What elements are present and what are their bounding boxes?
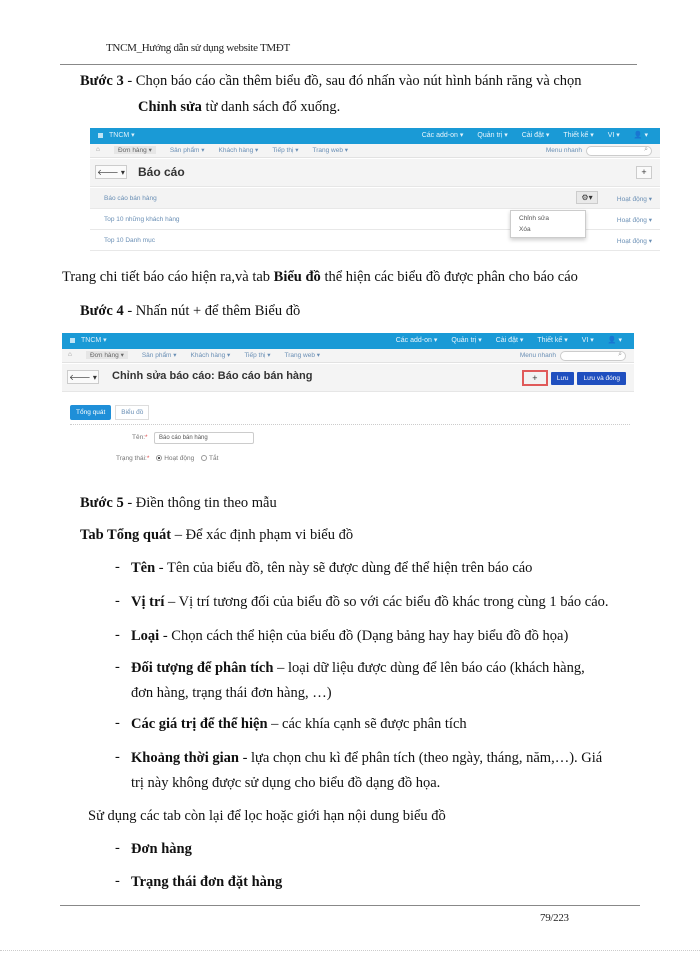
menu-icon — [98, 133, 103, 138]
nav-products[interactable]: Sản phẩm ▾ — [141, 352, 177, 359]
arrow-left-icon: 🡐 — [97, 168, 119, 177]
arrow-left-icon: 🡐 — [69, 373, 91, 382]
back-button[interactable] — [95, 165, 127, 179]
screenshot-edit-report — [62, 333, 634, 468]
tab-general-heading: Tab Tổng quát – Để xác định phạm vi biểu đồ — [80, 527, 354, 543]
save-button[interactable]: Lưu — [551, 372, 575, 385]
add-chart-button[interactable]: + — [522, 370, 548, 386]
top-navbar — [62, 333, 634, 349]
menu-settings[interactable]: Cài đặt ▾ — [521, 132, 550, 139]
menu-item-delete[interactable]: Xóa — [519, 226, 531, 233]
menu-design[interactable]: Thiết kế ▾ — [563, 132, 594, 139]
nav-products[interactable]: Sản phẩm ▾ — [169, 147, 205, 154]
step5-text: Bước 5 - Điền thông tin theo mẫu — [80, 495, 277, 511]
menu-item-edit[interactable]: Chỉnh sửa — [519, 215, 550, 222]
list-item: Vị trí – Vị trí tương đối của biểu đồ so với các biểu đồ khác trong cùng 1 báo cáo. — [131, 594, 609, 610]
nav-website[interactable]: Trang web ▾ — [284, 352, 321, 359]
document-header: TNCM_Hướng dẫn sử dụng website TMĐT — [106, 42, 290, 54]
header-divider — [60, 64, 637, 65]
radio-off[interactable] — [201, 455, 207, 461]
menu-language[interactable]: VI ▾ — [607, 132, 620, 139]
filter-tab-order-status: Trạng thái đơn đặt hàng — [131, 874, 283, 890]
home-icon[interactable]: ⌂ — [68, 351, 72, 358]
sub-navbar — [62, 349, 634, 363]
top-menu — [396, 336, 622, 344]
tabs — [70, 405, 149, 420]
nav-customers[interactable]: Khách hàng ▾ — [190, 352, 231, 359]
menu-design[interactable]: Thiết kế ▾ — [537, 337, 568, 344]
menu-addons[interactable]: Các add-on ▾ — [395, 337, 438, 344]
footer-divider — [60, 905, 640, 906]
top-navbar — [90, 128, 660, 144]
home-icon[interactable]: ⌂ — [96, 146, 100, 153]
tab-general[interactable]: Tổng quát — [70, 405, 111, 420]
step3-line1: Bước 3 - Chọn báo cáo cần thêm biểu đồ, sau đó nhấn vào nút hình bánh răng và chọn — [80, 73, 582, 89]
search-icon: ⌕ — [644, 146, 648, 153]
add-button[interactable]: + — [636, 166, 652, 179]
search-input[interactable] — [586, 146, 652, 156]
intro-text: Trang chi tiết báo cáo hiện ra,và tab Biểu đồ thể hiện các biểu đồ được phân cho báo cáo — [62, 269, 578, 285]
tab-divider — [70, 424, 630, 425]
screenshot-reports-list — [90, 128, 660, 251]
quick-menu[interactable]: Menu nhanh — [519, 352, 556, 359]
gear-dropdown — [510, 210, 586, 238]
menu-settings[interactable]: Cài đặt ▾ — [495, 337, 524, 344]
menu-admin[interactable]: Quản trị ▾ — [477, 132, 508, 139]
user-icon[interactable]: 👤 ▾ — [633, 132, 648, 139]
page-break — [0, 950, 700, 951]
filter-tab-orders: Đơn hàng — [131, 841, 192, 857]
title-bar — [90, 159, 660, 187]
step3-label: Bước 3 — [80, 73, 124, 89]
search-input[interactable] — [560, 351, 626, 361]
nav-marketing[interactable]: Tiếp thị ▾ — [272, 147, 299, 154]
report-row[interactable]: Top 10 những khách hàng Hoạt động ▾ — [90, 209, 660, 230]
top-menu — [422, 131, 648, 139]
gear-icon[interactable]: ⚙▾ — [576, 191, 598, 204]
tab-charts[interactable]: Biểu đồ — [115, 405, 149, 420]
list-item: Loại - Chọn cách thể hiện của biểu đồ (Dạng bảng hay hay biểu đồ đồ họa) — [131, 628, 569, 644]
menu-admin[interactable]: Quản trị ▾ — [451, 337, 482, 344]
report-row[interactable]: Top 10 Danh mục Hoạt động ▾ — [90, 230, 660, 251]
nav-marketing[interactable]: Tiếp thị ▾ — [244, 352, 271, 359]
save-and-close-button[interactable]: Lưu và đóng — [577, 372, 626, 385]
nav-website[interactable]: Trang web ▾ — [312, 147, 349, 154]
page-title: Báo cáo — [138, 165, 185, 179]
list-item: Các giá trị để thể hiện – các khía cạnh sẽ được phân tích — [131, 716, 467, 732]
name-input[interactable]: Báo cáo bán hàng — [154, 432, 254, 444]
nav-customers[interactable]: Khách hàng ▾ — [218, 147, 259, 154]
name-label: Tên:* — [132, 434, 148, 441]
step4-text: Bước 4 - Nhấn nút + để thêm Biểu đồ — [80, 303, 301, 319]
nav-orders[interactable]: Đơn hàng ▾ — [86, 351, 128, 359]
status-field: Trạng thái:* Hoạt động Tắt — [116, 455, 219, 462]
list-item: Tên - Tên của biểu đồ, tên này sẽ được dùng để thể hiện trên báo cáo — [131, 560, 533, 576]
other-tabs-text: Sử dụng các tab còn lại để lọc hoặc giới hạn nội dung biểu đồ — [88, 808, 446, 824]
user-icon[interactable]: 👤 ▾ — [607, 337, 622, 344]
page-title: Chỉnh sửa báo cáo: Báo cáo bán hàng — [112, 370, 313, 382]
list-item-cont: đơn hàng, trạng thái đơn hàng, …) — [131, 685, 332, 701]
quick-menu[interactable]: Menu nhanh — [545, 147, 582, 154]
step3-line2: Chỉnh sửa từ danh sách đổ xuống. — [138, 99, 341, 115]
list-item-cont: trị này không được sử dụng cho biểu đồ dạng đồ họa. — [131, 775, 441, 791]
brand[interactable]: TNCM ▾ — [98, 131, 135, 139]
list-item: Đối tượng để phân tích – loại dữ liệu được dùng để lên báo cáo (khách hàng, — [131, 660, 585, 676]
radio-active[interactable] — [156, 455, 162, 461]
back-button[interactable] — [67, 370, 99, 384]
brand[interactable]: TNCM ▾ — [70, 336, 107, 344]
menu-addons[interactable]: Các add-on ▾ — [421, 132, 464, 139]
page-number: 79/223 — [540, 912, 569, 924]
menu-icon — [70, 338, 75, 343]
menu-language[interactable]: VI ▾ — [581, 337, 594, 344]
report-row[interactable]: Báo cáo bán hàng ⚙▾ Hoạt động ▾ — [90, 188, 660, 209]
list-item: Khoảng thời gian - lựa chọn chu kì để phân tích (theo ngày, tháng, năm,…). Giá — [131, 750, 603, 766]
search-icon: ⌕ — [618, 351, 622, 358]
nav-orders[interactable]: Đơn hàng ▾ — [114, 146, 156, 154]
caret-down-icon: ▾ — [92, 372, 97, 382]
title-bar — [62, 364, 634, 392]
caret-down-icon: ▾ — [120, 167, 125, 177]
sub-navbar — [90, 144, 660, 158]
